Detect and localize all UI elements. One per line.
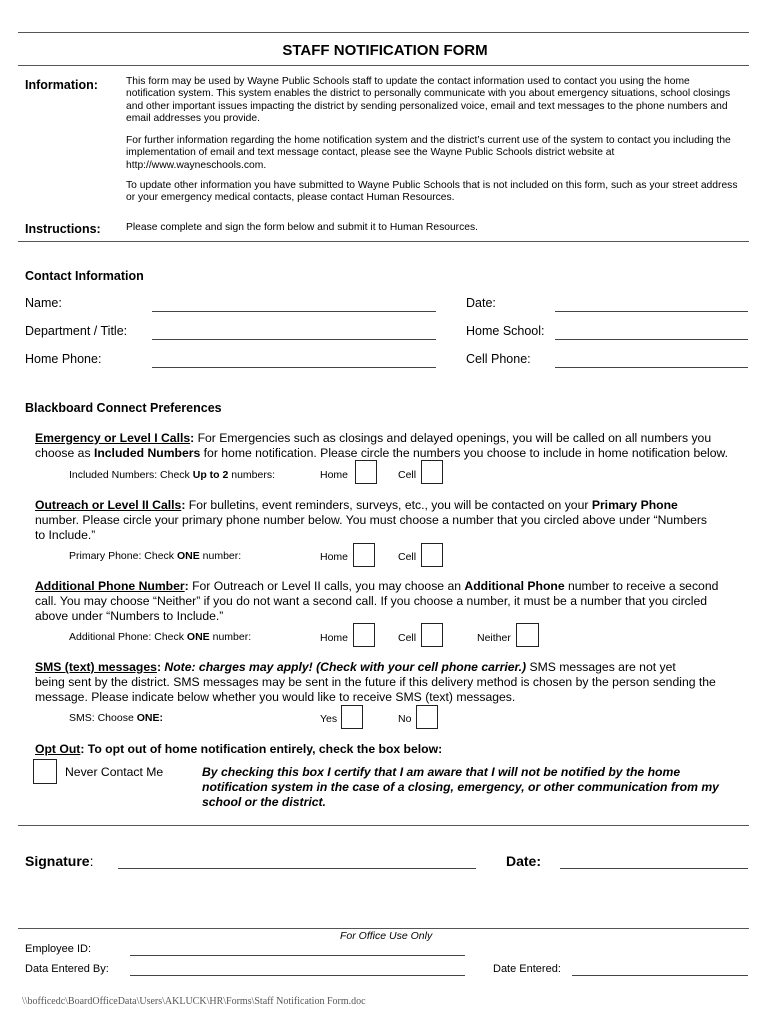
home-phone-label: Home Phone: (25, 352, 102, 366)
sms-line-2: being sent by the district. SMS messages may be sent in the future if this delivery method is chosen by the person sending the (35, 675, 716, 689)
date-entered-field[interactable] (572, 975, 748, 976)
never-contact-checkbox[interactable] (33, 759, 57, 784)
office-use-heading: For Office Use Only (340, 930, 433, 942)
included-numbers-label: Included Numbers: Check Up to 2 numbers: (69, 469, 276, 481)
name-label: Name: (25, 296, 62, 310)
name-field[interactable] (152, 311, 436, 312)
primary-home-label: Home (320, 551, 349, 563)
home-school-label: Home School: (466, 324, 545, 338)
primary-cell-checkbox[interactable] (421, 543, 443, 567)
additional-neither-label: Neither (477, 632, 511, 644)
never-contact-label: Never Contact Me (65, 765, 164, 779)
additional-line-1: Additional Phone Number: For Outreach or Level II calls, you may choose an Additional Phone number to receive a second (35, 579, 719, 593)
instructions-rule (18, 241, 749, 242)
emergency-line-2: choose as Included Numbers for home notification. Please circle the numbers you choose to include in home notification below. (35, 446, 729, 460)
information-label: Information: (25, 78, 98, 92)
primary-cell-label: Cell (398, 551, 417, 563)
office-rule (18, 928, 749, 929)
department-field[interactable] (152, 339, 436, 340)
date-field[interactable] (555, 311, 748, 312)
employee-id-label: Employee ID: (25, 943, 92, 955)
form-title: STAFF NOTIFICATION FORM (282, 42, 488, 59)
additional-cell-checkbox[interactable] (421, 623, 443, 647)
additional-neither-checkbox[interactable] (516, 623, 539, 647)
outreach-line-1: Outreach or Level II Calls: For bulletins, event reminders, surveys, etc., you will be contacted on your Primary Phone (35, 498, 678, 512)
sms-yes-checkbox[interactable] (341, 705, 363, 729)
information-paragraph-2: For further information regarding the home notification system and the district’s current use of the system to contact you including the implementation of email and text message contact, please see the Wayne Public Schools district website at http://www.wayneschools.com. (126, 135, 731, 171)
sms-no-label: No (398, 713, 412, 725)
included-home-checkbox[interactable] (355, 460, 377, 484)
sms-no-checkbox[interactable] (416, 705, 438, 729)
cell-phone-label: Cell Phone: (466, 352, 531, 366)
signature-rule-top (18, 825, 749, 826)
sms-line-1: SMS (text) messages: Note: charges may apply! (Check with your cell phone carrier.) SMS messages are not yet (35, 660, 676, 674)
home-phone-field[interactable] (152, 367, 436, 368)
information-paragraph-3: To update other information you have submitted to Wayne Public Schools that is not included on this form, such as your street address or your emergency medical contacts, please contact Human Resources. (126, 180, 738, 204)
optout-title: Opt Out (35, 742, 81, 756)
additional-home-checkbox[interactable] (353, 623, 375, 647)
date-label: Date: (466, 296, 496, 310)
additional-cell-label: Cell (398, 632, 417, 644)
signature-date-field[interactable] (560, 868, 748, 869)
additional-line-3: above under “Numbers to Include.” (35, 609, 224, 623)
information-paragraph-1: This form may be used by Wayne Public Schools staff to update the contact information used to contact you using the home notification system. This system enables the district to personally communicate with you about emergency situations, school closings and other important issues impacting the district by sending personalized voice, email and text messages to the phone numbers and email addresses you provide. (126, 76, 731, 125)
additional-home-label: Home (320, 632, 349, 644)
outreach-line-3: to Include.” (35, 528, 96, 542)
cell-phone-field[interactable] (555, 367, 748, 368)
emergency-line-1: Emergency or Level I Calls: For Emergencies such as closings and delayed openings, you will be called on all numbers you (35, 431, 712, 445)
title-rule (18, 65, 749, 66)
emergency-title: Emergency or Level I Calls (35, 431, 191, 445)
data-entered-by-label: Data Entered By: (25, 963, 109, 975)
optout-certification: By checking this box I certify that I am aware that I will not be notified by the home notification system in the case of a closing, emergency, or other communication from my school or the district. (202, 765, 719, 809)
home-school-field[interactable] (555, 339, 748, 340)
additional-phone-label: Additional Phone: Check ONE number: (69, 631, 252, 643)
data-entered-by-field[interactable] (130, 975, 465, 976)
sms-choose-label: SMS: Choose ONE: (69, 712, 163, 724)
department-label: Department / Title: (25, 324, 128, 338)
signature-field[interactable] (118, 868, 476, 869)
included-cell-checkbox[interactable] (421, 460, 443, 484)
sms-yes-label: Yes (320, 713, 338, 725)
outreach-title: Outreach or Level II Calls (35, 498, 182, 512)
preferences-heading: Blackboard Connect Preferences (25, 401, 222, 415)
instructions-text: Please complete and sign the form below and submit it to Human Resources. (126, 222, 478, 233)
contact-heading: Contact Information (25, 269, 144, 283)
primary-home-checkbox[interactable] (353, 543, 375, 567)
instructions-label: Instructions: (25, 222, 101, 236)
outreach-line-2: number. Please circle your primary phone number below. You must choose a number that you circled above under “Numbers (35, 513, 708, 527)
included-home-label: Home (320, 469, 349, 481)
signature-date-label: Date: (506, 853, 542, 869)
included-cell-label: Cell (398, 469, 417, 481)
optout-line: Opt Out: To opt out of home notification entirely, check the box below: (35, 742, 443, 756)
additional-line-2: call. You may choose “Neither” if you do not want a second call. If you choose a number, it must be a number that you circled (35, 594, 708, 608)
date-entered-label: Date Entered: (493, 963, 561, 975)
employee-id-field[interactable] (130, 955, 465, 956)
sms-title: SMS (text) messages (35, 660, 157, 674)
primary-phone-label: Primary Phone: Check ONE number: (69, 550, 242, 562)
top-rule (18, 32, 749, 33)
additional-title: Additional Phone Number (35, 579, 185, 593)
signature-label: Signature: (25, 853, 94, 869)
sms-line-3: message. Please indicate below whether you would like to receive SMS (text) messages. (35, 690, 516, 704)
file-path-footer: \\bofficedc\BoardOfficeData\Users\AKLUCK\HR\Forms\Staff Notification Form.doc (22, 996, 366, 1007)
